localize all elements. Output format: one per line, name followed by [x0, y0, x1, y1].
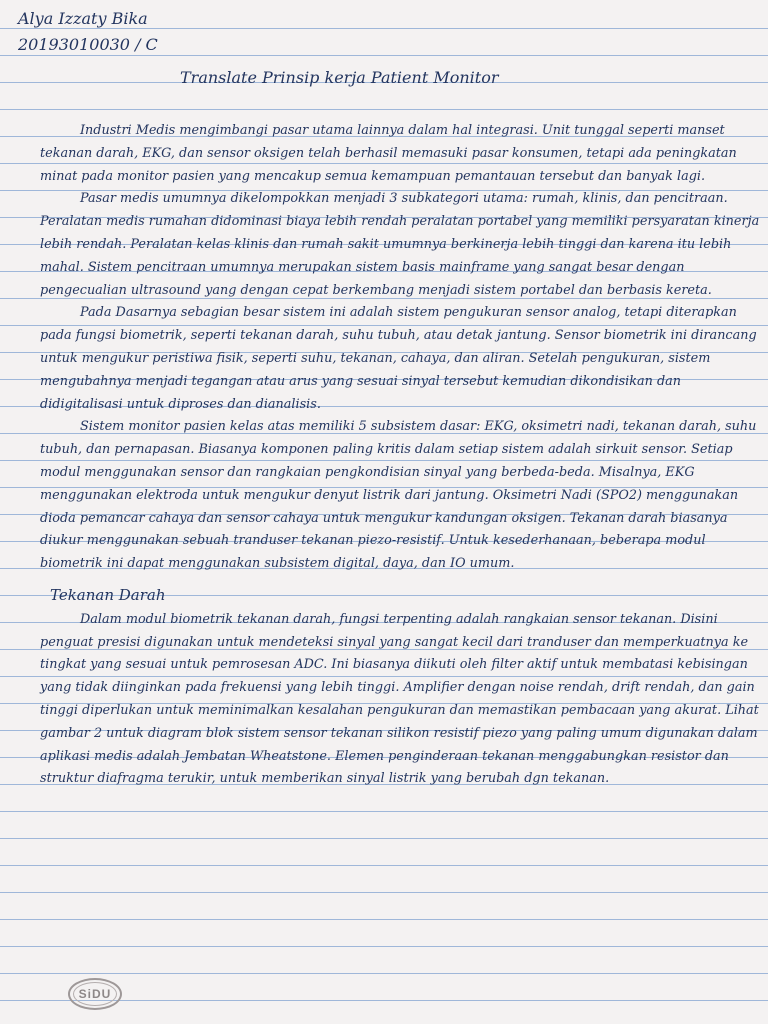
- student-name: Alya Izzaty Bika: [18, 9, 148, 28]
- student-id: 20193010030 / C: [18, 35, 158, 54]
- paragraph-4: Sistem monitor pasien kelas atas memiliki 5 subsistem dasar: EKG, oksimetri nadi, tekanan darah, suhu tubuh, dan pernapasan. Biasanya komponen paling kritis dalam setiap sistem adalah sirkuit sensor. Setiap modul menggunakan sensor dan rangkaian pengkondisian sinyal yang berbeda-beda. Misalnya, EKG menggunakan elektroda untuk mengukur denyut listrik dari jantung. Oksimetri Nadi (SPO2) menggunakan dioda pemancar cahaya dan sensor cahaya untuk mengukur kandungan oksigen. Tekanan darah biasanya diukur menggunakan sebuah tranduser tekanan piezo-resistif. Untuk kesederhanaan, beberapa modul biometrik ini dapat menggunakan subsistem digital, daya, dan IO umum.: [40, 419, 757, 572]
- brand-logo: [68, 978, 122, 1010]
- paragraph-1: Industri Medis mengimbangi pasar utama lainnya dalam hal integrasi. Unit tunggal seperti manset tekanan darah, EKG, dan sensor oksigen telah berhasil memasuki pasar konsumen, tetapi ada peningkatan minat pada monitor pasien yang mencakup semua kemampuan pemantauan tersebut dan banyak lagi.: [40, 123, 737, 184]
- student-header: [18, 6, 158, 58]
- section-paragraph: Dalam modul biometrik tekanan darah, fungsi terpenting adalah rangkaian sensor tekanan. Disini penguat presisi digunakan untuk mendeteksi sinyal yang sangat kecil dari tranduser dan memperkuatnya ke tingkat yang sesuai untuk pemrosesan ADC. Ini biasanya diikuti oleh filter aktif untuk membatasi kebisingan yang tidak diinginkan pada frekuensi yang lebih tinggi. Amplifier dengan noise rendah, drift rendah, dan gain tinggi diperlukan untuk meminimalkan kesalahan pengukuran dan memastikan pembacaan yang akurat. Lihat gambar 2 untuk diagram blok sistem sensor tekanan silikon resistif piezo yang paling umum digunakan dalam aplikasi medis adalah Jembatan Wheatstone. Elemen penginderaan tekanan menggabungkan resistor dan struktur diafragma terukir, untuk memberikan sinyal listrik yang berubah dgn tekanan.: [40, 611, 759, 787]
- logo-text: SiDU: [78, 987, 112, 1001]
- section-title: Tekanan Darah: [50, 585, 166, 604]
- logo-ring: [73, 982, 117, 1006]
- paragraph-2: Pasar medis umumnya dikelompokkan menjadi 3 subkategori utama: rumah, klinis, dan pencitraan. Peralatan medis rumahan didominasi biaya lebih rendah peralatan portabel yang memiliki persyaratan kinerja lebih rendah. Peralatan kelas klinis dan rumah sakit umumnya berkinerja lebih tinggi dan karena itu lebih mahal. Sistem pencitraan umumnya merupakan sistem basis mainframe yang sangat besar dengan pengecualian ultrasound yang dengan cepat berkembang menjadi sistem portabel dan berbasis kereta.: [40, 191, 760, 298]
- paragraph-3: Pada Dasarnya sebagian besar sistem ini adalah sistem pengukuran sensor analog, tetapi diterapkan pada fungsi biometrik, seperti tekanan darah, suhu tubuh, atau detak jantung. Sensor biometrik ini dirancang untuk mengukur peristiwa fisik, seperti suhu, tekanan, cahaya, dan aliran. Setelah pengukuran, sistem mengubahnya menjadi tegangan atau arus yang sesuai sinyal tersebut kemudian dikondisikan dan didigitalisasi untuk diproses dan dianalisis.: [40, 305, 757, 412]
- handwritten-body: [40, 120, 762, 791]
- page-title: Translate Prinsip kerja Patient Monitor: [180, 68, 499, 87]
